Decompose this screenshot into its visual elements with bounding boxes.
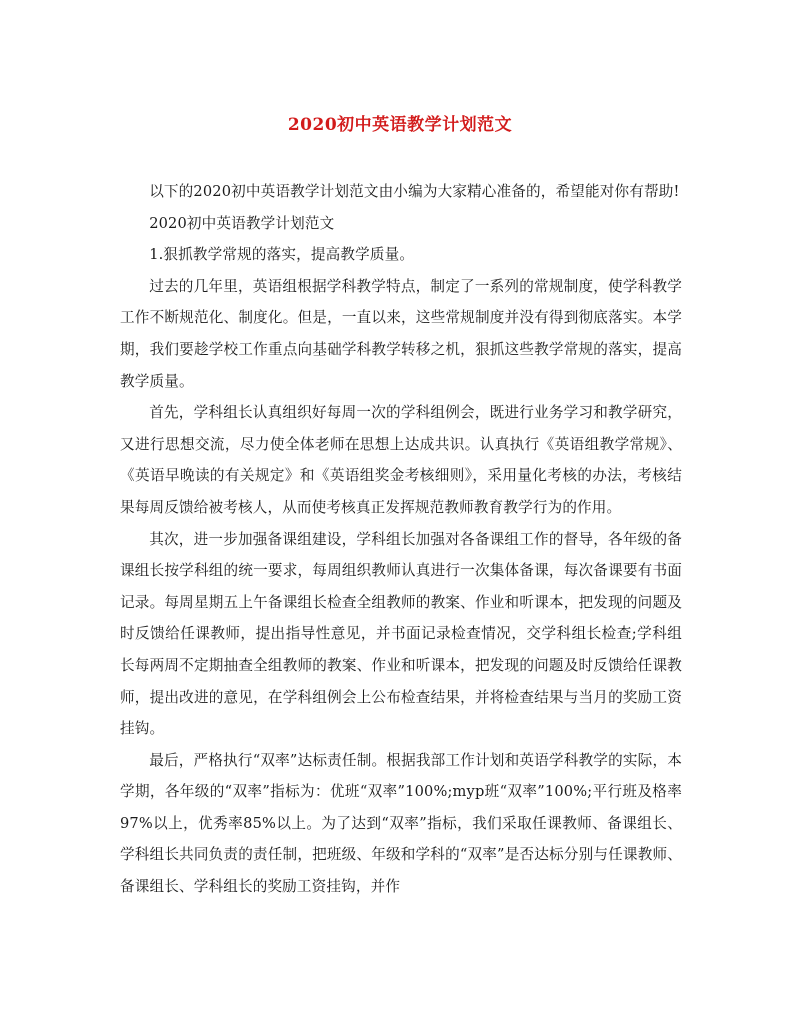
subtitle-paragraph: 2020初中英语教学计划范文 [149,214,335,232]
body-paragraph: 其次，进一步加强备课组建设，学科组长加强对各备课组工作的督导，各年级的备课组长按学科组的统一要求，每周组织教师认真进行一次集体备课，每次备课要有书面记录。每周星期五上午备课组长检查全组教师的教案、作业和听课本，把发现的问题及时反馈给任课教师，提出指导性意见，并书面记录检查情况，交学科组长检查;学科组长每两周不定期抽查全组教师的教案、作业和听课本，把发现的问题及时反馈给任课教师，提出改进的意见，在学科组例会上公布检查结果，并将检查结果与当月的奖励工资挂钩。 [120,530,682,738]
section-heading: 1.狠抓教学常规的落实，提高教学质量。 [149,246,415,264]
body-paragraph: 过去的几年里，英语组根据学科教学特点，制定了一系列的常规制度，使学科教学工作不断规范化、制度化。但是，一直以来，这些常规制度并没有得到彻底落实。本学期，我们要趁学校工作重点向基础学科教学转移之机，狠抓这些教学常规的落实，提高教学质量。 [120,277,682,390]
document-body [120,176,682,903]
body-paragraph: 首先，学科组长认真组织好每周一次的学科组例会，既进行业务学习和教学研究，又进行思想交流，尽力使全体老师在思想上达成共识。认真执行《英语组教学常规》、《英语早晚读的有关规定》和《英语组奖金考核细则》，采用量化考核的办法，考核结果每周反馈给被考核人，从而使考核真正发挥规范教师教育教学行为的作用。 [120,404,682,516]
intro-paragraph: 以下的2020初中英语教学计划范文由小编为大家精心准备的，希望能对你有帮助! [149,183,680,200]
document-title: 2020初中英语教学计划范文 [287,115,513,135]
body-paragraph: 最后，严格执行“双率”达标责任制。根据我部工作计划和英语学科教学的实际，本学期，各年级的“双率”指标为：优班“双率”100%;myp班“双率”100%;平行班及格率97%以上，优秀率85%以上。为了达到“双率”指标，我们采取任课教师、备课组长、学科组长共同负责的责任制，把班级、年级和学科的“双率”是否达标分别与任课教师、备课组长、学科组长的奖励工资挂钩，并作 [120,751,682,896]
